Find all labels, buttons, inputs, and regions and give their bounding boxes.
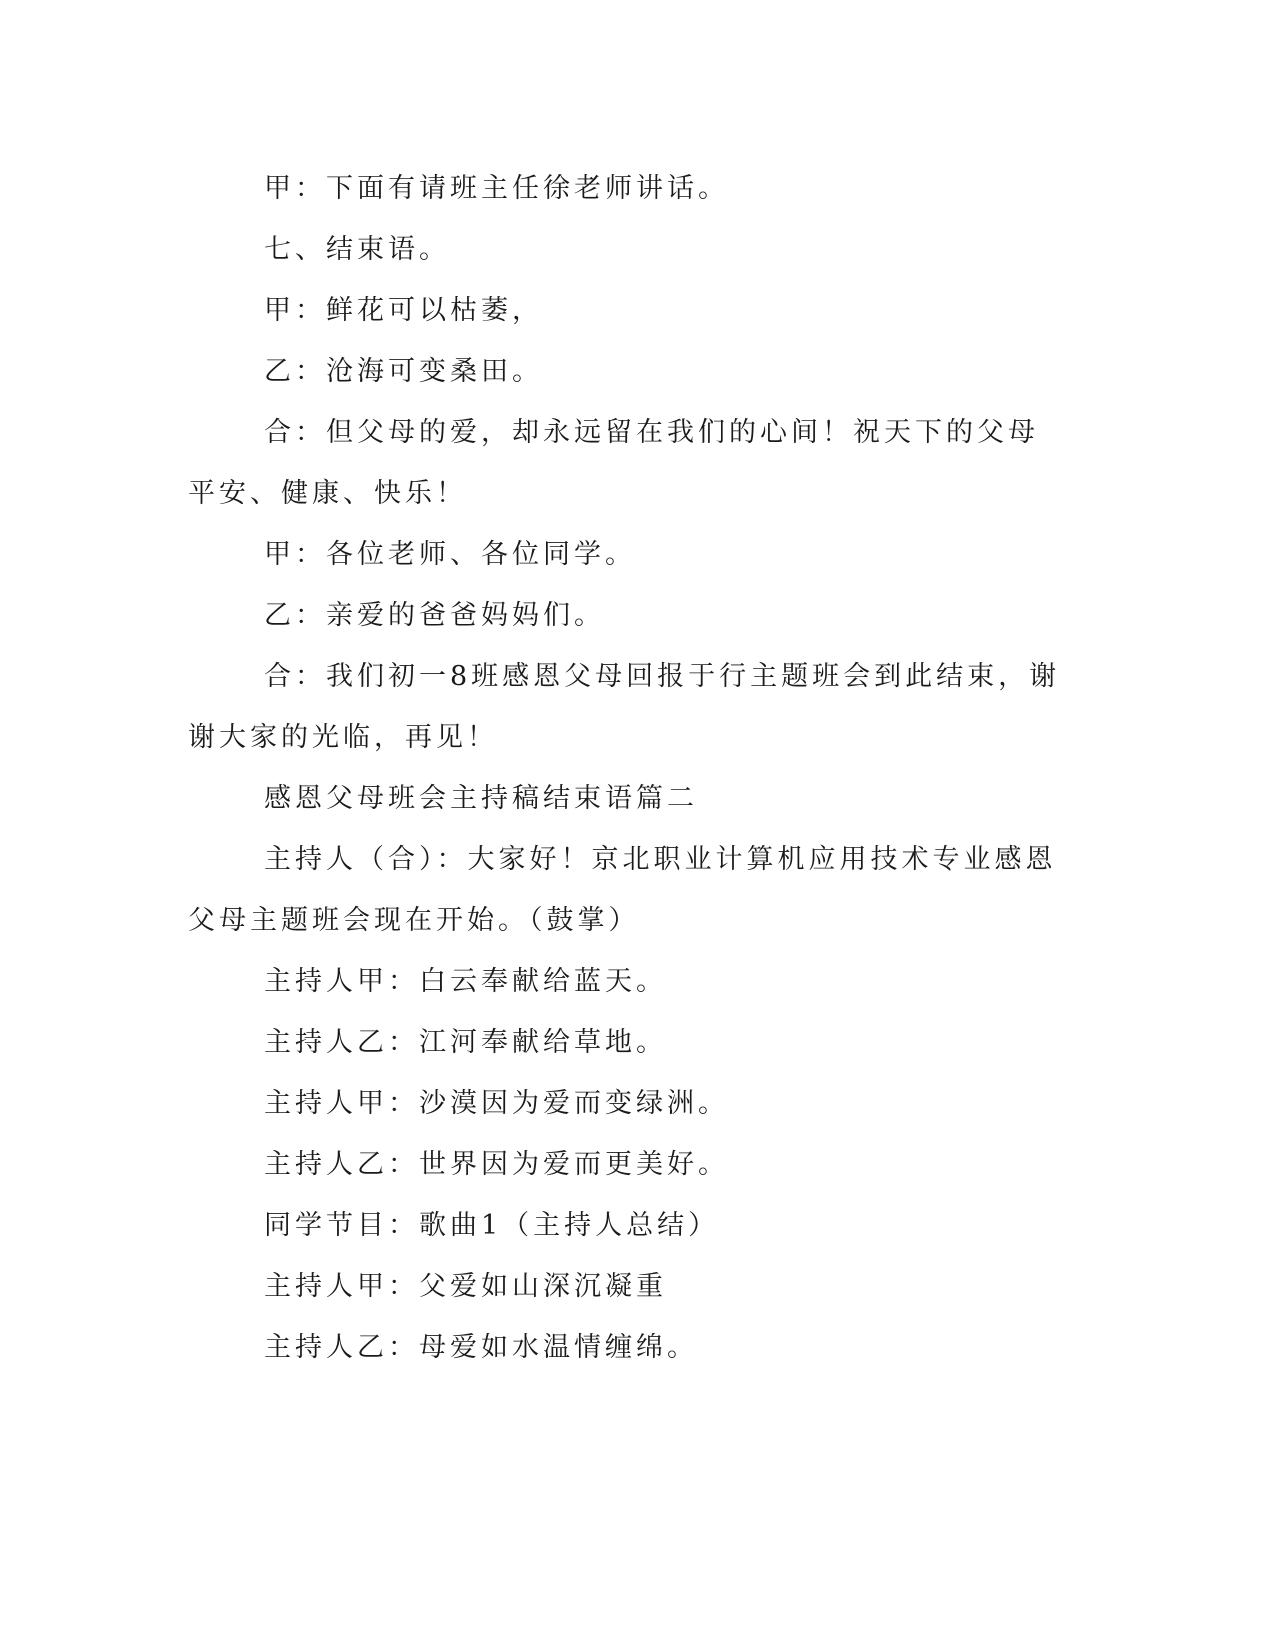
paragraph: 甲：下面有请班主任徐老师讲话。 [264, 173, 729, 204]
paragraph: 乙：沧海可变桑田。 [264, 356, 543, 387]
paragraph: 主持人甲：白云奉献给蓝天。 [264, 966, 667, 997]
paragraph: 同学节目：歌曲1（主持人总结） [264, 1210, 720, 1241]
document-body [188, 158, 1068, 1378]
paragraph: 主持人甲：父爱如山深沉凝重 [264, 1271, 667, 1302]
paragraph: 合：我们初一8班感恩父母回报于行主题班会到此结束，谢谢大家的光临，再见！ [188, 661, 1061, 753]
paragraph: 七、结束语。 [264, 234, 450, 265]
paragraph: 主持人（合）：大家好！京北职业计算机应用技术专业感恩父母主题班会现在开始。（鼓掌） [188, 844, 1057, 936]
paragraph: 甲：鲜花可以枯萎， [264, 295, 543, 326]
paragraph: 主持人乙：江河奉献给草地。 [264, 1027, 667, 1058]
paragraph: 主持人乙：世界因为爱而更美好。 [264, 1149, 729, 1180]
paragraph: 主持人甲：沙漠因为爱而变绿洲。 [264, 1088, 729, 1119]
paragraph: 乙：亲爱的爸爸妈妈们。 [264, 600, 605, 631]
paragraph: 主持人乙：母爱如水温情缠绵。 [264, 1332, 698, 1363]
paragraph: 甲：各位老师、各位同学。 [264, 539, 636, 570]
section-heading: 感恩父母班会主持稿结束语篇二 [264, 783, 698, 814]
paragraph: 合：但父母的爱，却永远留在我们的心间！祝天下的父母平安、健康、快乐！ [188, 417, 1039, 509]
